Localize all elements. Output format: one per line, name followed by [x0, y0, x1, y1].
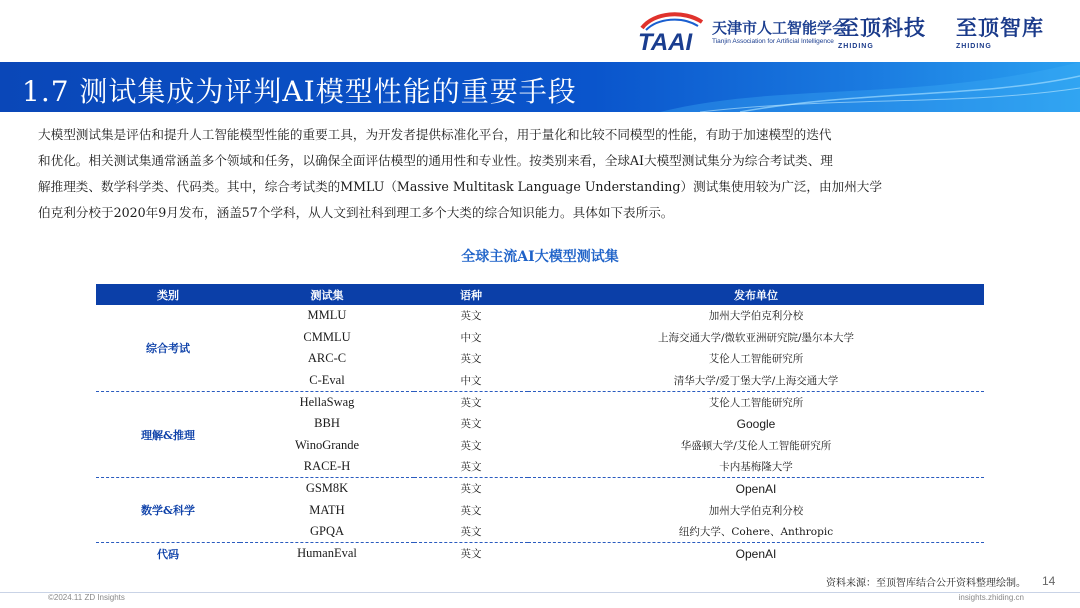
benchmark-language: 英文: [460, 504, 482, 517]
brand-zhiding-think-tank-en: ZHIDING: [956, 43, 992, 50]
benchmark-name: GSM8K: [305, 481, 349, 496]
benchmark-language: 英文: [460, 310, 482, 323]
benchmark-language: 中文: [460, 331, 482, 344]
benchmark-org: Google: [736, 416, 776, 431]
page-title: 1.7 测试集成为评判AI模型性能的重要手段: [22, 75, 577, 108]
benchmark-language: 英文: [460, 353, 482, 366]
brand-zhiding-tech: [838, 12, 926, 50]
intro-line: 和优化。相关测试集通常涵盖多个领域和任务，以确保全面评估模型的通用性和专业性。按类别来看，全球AI大模型测试集分为综合考试类、理: [38, 153, 833, 168]
benchmark-table: [96, 284, 984, 564]
benchmark-language: 中文: [414, 370, 528, 392]
benchmark-name: CMMLU: [303, 329, 351, 344]
page-number: 14: [1042, 574, 1056, 588]
intro-line: 伯克利分校于2020年9月发布，涵盖57个学科，从人文到社科到理工多个大类的综合知识能力。具体如下表所示。: [38, 205, 674, 220]
category-cell: 数学&科学: [96, 478, 240, 543]
benchmark-language: 英文: [460, 418, 482, 431]
header-category: 类别: [96, 284, 240, 305]
table-row: [96, 543, 984, 565]
org-name-en: Tianjin Association for Artificial Intelligence: [712, 38, 834, 45]
benchmark-name: C-Eval: [240, 370, 414, 392]
table-title: 全球主流AI大模型测试集: [461, 249, 619, 265]
brand-zhiding-tech-en: ZHIDING: [838, 43, 874, 50]
intro-line: 大模型测试集是评估和提升人工智能模型性能的重要工具，为开发者提供标准化平台，用于量化和比较不同模型的性能，有助于加速模型的迭代: [38, 127, 832, 142]
footer-website-link[interactable]: insights.zhiding.cn: [958, 593, 1024, 602]
org-name-cn: 天津市人工智能学会: [712, 19, 848, 37]
benchmark-org: OpenAI: [735, 481, 777, 496]
benchmark-org: 清华大学/爱丁堡大学/上海交通大学: [528, 370, 984, 392]
brand-zhiding-think-tank: [956, 12, 1044, 50]
benchmark-org: 卡内基梅隆大学: [528, 456, 984, 478]
tjai-logo-icon: [636, 10, 708, 54]
benchmark-name: GPQA: [240, 521, 414, 543]
benchmark-name: HumanEval: [297, 546, 357, 561]
category-cell: 综合考试: [96, 305, 240, 391]
benchmark-language: 英文: [460, 439, 482, 452]
intro-line: 解推理类、数学科学类、代码类。其中，综合考试类的MMLU（Massive Multitask Language Understanding）测试集使用较为广泛，由加州大学: [38, 179, 882, 194]
benchmark-org: 上海交通大学/微软亚洲研究院/墨尔本大学: [657, 331, 855, 344]
benchmark-name: HellaSwag: [299, 394, 355, 409]
footer-copyright: ©2024.11 ZD Insights: [48, 593, 125, 602]
benchmark-org: OpenAI: [735, 546, 777, 561]
table-row: [96, 305, 984, 327]
table-row: [96, 391, 984, 413]
header-org: 发布单位: [528, 284, 984, 305]
benchmark-name: RACE-H: [240, 456, 414, 478]
header-name: 测试集: [240, 284, 414, 305]
benchmark-name: MATH: [309, 502, 345, 517]
table-row: [96, 478, 984, 500]
table-header-row: [96, 284, 984, 305]
benchmark-org: 艾伦人工智能研究所: [708, 353, 804, 366]
banner-decoration-icon: [660, 62, 1080, 112]
tjai-logo-letters: TAAI: [638, 29, 693, 54]
benchmark-org: 艾伦人工智能研究所: [708, 396, 804, 409]
category-cell: 代码: [157, 547, 179, 561]
benchmark-name: WinoGrande: [294, 437, 360, 452]
benchmark-language: 英文: [460, 396, 482, 409]
header-logo-bar: [0, 0, 1080, 58]
benchmark-language: 英文: [414, 456, 528, 478]
benchmark-language: 英文: [414, 521, 528, 543]
intro-paragraph: [38, 122, 1048, 226]
footer-divider: [0, 592, 1080, 593]
benchmark-name: BBH: [314, 416, 340, 431]
benchmark-org: 华盛顿大学/艾伦人工智能研究所: [680, 439, 832, 452]
benchmark-name: ARC-C: [307, 351, 347, 366]
benchmark-language: 英文: [460, 548, 482, 561]
category-cell: 理解&推理: [96, 391, 240, 477]
header-language: 语种: [414, 284, 528, 305]
benchmark-org: 加州大学伯克利分校: [708, 310, 804, 323]
benchmark-name: MMLU: [307, 308, 347, 323]
benchmark-org: 纽约大学、Cohere、Anthropic: [528, 521, 984, 543]
benchmark-org: 加州大学伯克利分校: [708, 504, 804, 517]
title-banner: [0, 62, 1080, 112]
brand-zhiding-think-tank-cn: 至顶智库: [956, 16, 1044, 40]
source-note: 资料来源：至顶智库结合公开资料整理绘制。: [826, 578, 1026, 589]
benchmark-language: 英文: [460, 483, 482, 496]
brand-zhiding-tech-cn: 至顶科技: [838, 16, 926, 40]
